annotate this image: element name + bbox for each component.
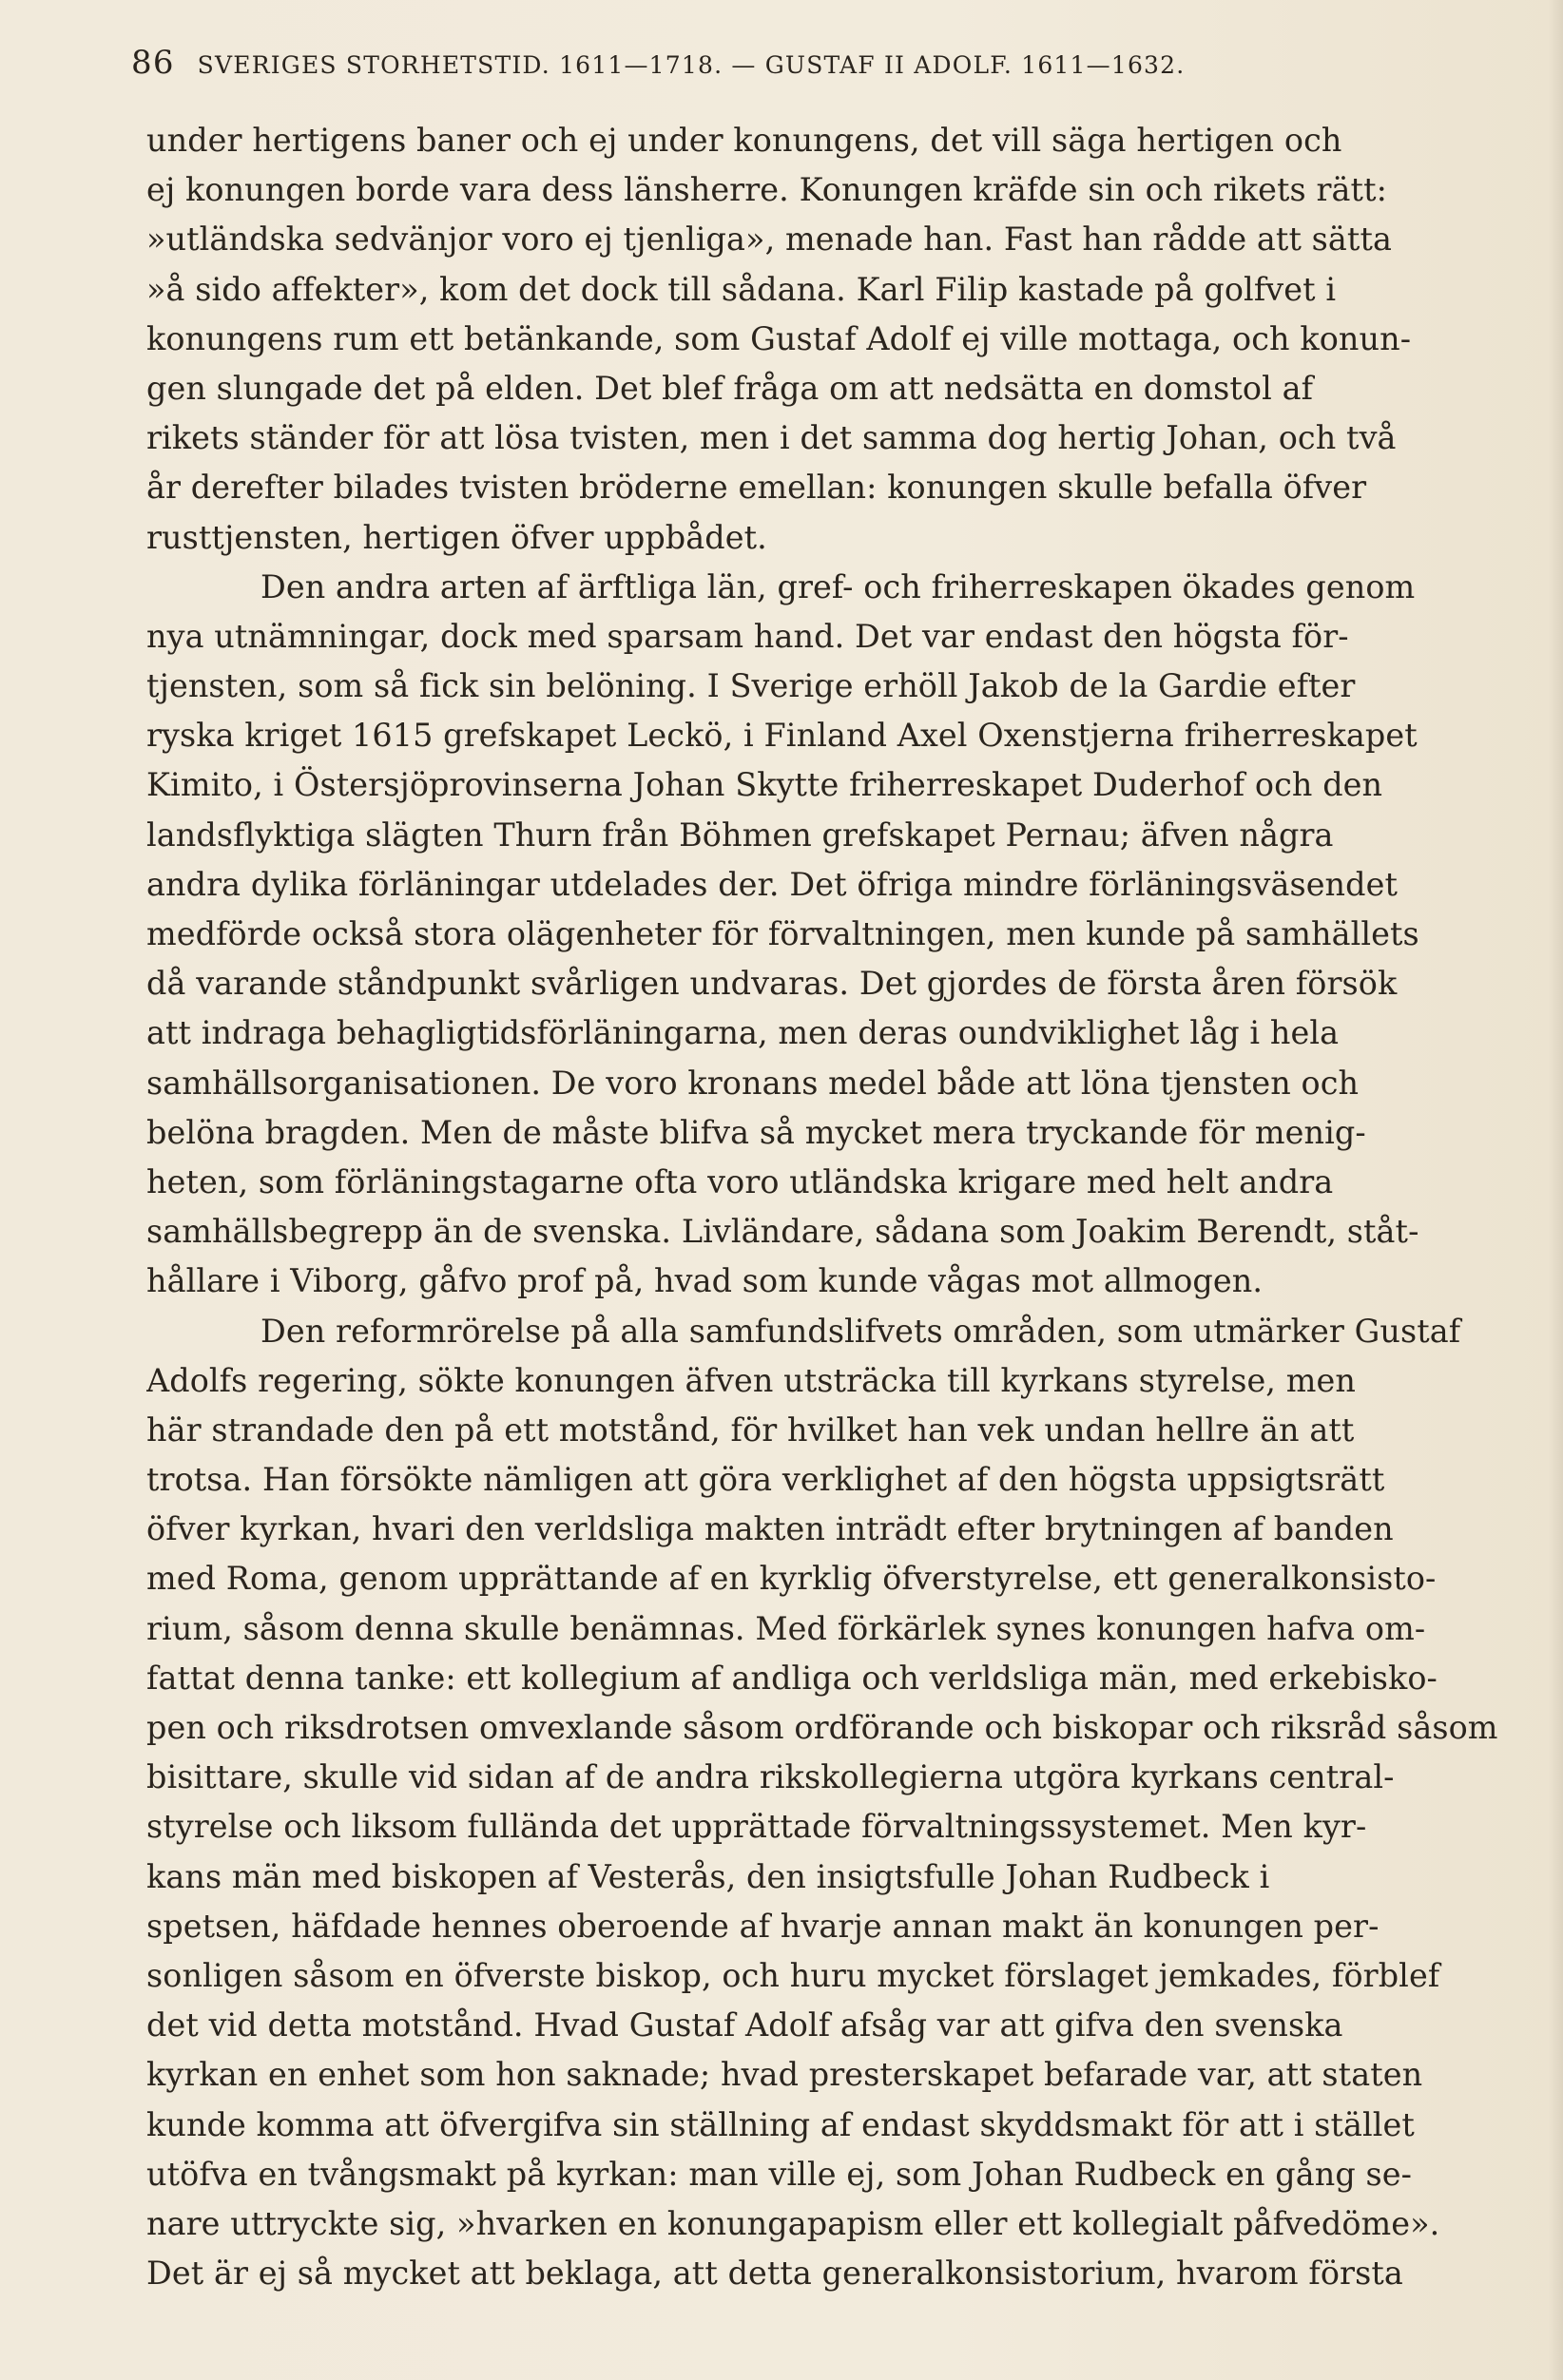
text-line: samhällsorganisationen. De voro kronans medel både att löna tjensten och — [146, 1064, 1360, 1102]
text-line: andra dylika förläningar utdelades der. Det öfriga mindre förläningsväsendet — [146, 865, 1399, 903]
text-line: kyrkan en enhet som hon saknade; hvad presterskapet befarade var, att staten — [146, 2056, 1423, 2094]
text-line: pen och riksdrotsen omvexlande såsom ordförande och biskopar och riksråd såsom — [146, 1709, 1498, 1746]
text-line: att indraga behagligtidsförläningarna, men deras oundviklighet låg i hela — [146, 1014, 1340, 1052]
text-line: Adolfs regering, sökte konungen äfven utsträcka till kyrkans styrelse, men — [146, 1361, 1356, 1399]
text-line: nare uttryckte sig, »hvarken en konungapapism eller ett kollegialt påfvedöme». — [146, 2204, 1440, 2242]
page-edge-shadow — [1548, 0, 1563, 2380]
page-number: 86 — [131, 44, 175, 82]
text-line: år derefter bilades tvisten bröderne emellan: konungen skulle befalla öfver — [146, 469, 1367, 507]
text-line: här strandade den på ett motstånd, för hvilket han vek undan hellre än att — [146, 1411, 1355, 1449]
running-title: SVERIGES STORHETSTID. 1611—1718. — GUSTAF II ADOLF. 1611—1632. — [197, 51, 1186, 79]
text-line: då varande ståndpunkt svårligen undvaras. Det gjordes de första åren försök — [146, 965, 1398, 1003]
text-line: gen slungade det på elden. Det blef fråga om att nedsätta en domstol af — [146, 369, 1314, 407]
text-line: »utländska sedvänjor voro ej tjenliga», menade han. Fast han rådde att sätta — [146, 221, 1392, 259]
text-line: landsflyktiga slägten Thurn från Böhmen grefskapet Pernau; äfven några — [146, 816, 1334, 854]
paragraph-first-line: Den andra arten af ärftliga län, gref- och friherreskapen ökades genom — [260, 567, 1416, 605]
text-line: konungens rum ett betänkande, som Gustaf Adolf ej ville mottaga, och konun- — [146, 319, 1412, 357]
text-line: Det är ej så mycket att beklaga, att detta generalkonsistorium, hvarom första — [146, 2255, 1403, 2293]
text-line: fattat denna tanke: ett kollegium af andliga och verldsliga män, med erkebisko- — [146, 1659, 1438, 1697]
text-line: kans män med biskopen af Vesterås, den insigtsfulle Johan Rudbeck i — [146, 1857, 1270, 1895]
text-line: Kimito, i Östersjöprovinserna Johan Skytte friherreskapet Duderhof och den — [146, 766, 1383, 804]
text-line: belöna bragden. Men de måste blifva så mycket mera tryckande för menig- — [146, 1113, 1366, 1151]
text-line: »å sido affekter», kom det dock till sådana. Karl Filip kastade på golfvet i — [146, 270, 1337, 308]
text-line: bisittare, skulle vid sidan af de andra rikskollegierna utgöra kyrkans central- — [146, 1758, 1395, 1796]
body-text — [146, 116, 1515, 2298]
text-line: ej konungen borde vara dess länsherre. Konungen kräfde sin och rikets rätt: — [146, 171, 1387, 209]
text-line: utöfva en tvångsmakt på kyrkan: man ville ej, som Johan Rudbeck en gång se- — [146, 2155, 1413, 2193]
text-line: det vid detta motstånd. Hvad Gustaf Adolf afsåg var att gifva den svenska — [146, 2006, 1343, 2044]
text-line: under hertigens baner och ej under konungens, det vill säga hertigen och — [146, 122, 1342, 159]
text-line: rium, såsom denna skulle benämnas. Med förkärlek synes konungen hafva om- — [146, 1609, 1426, 1647]
text-line: hållare i Viborg, gåfvo prof på, hvad som kunde vågas mot allmogen. — [146, 1262, 1264, 1300]
text-line: öfver kyrkan, hvari den verldsliga makten inträdt efter brytningen af banden — [146, 1510, 1394, 1548]
paragraph-first-line: Den reformrörelse på alla samfundslifvets områden, som utmärker Gustaf — [260, 1312, 1461, 1350]
text-line: medförde också stora olägenheter för förvaltningen, men kunde på samhällets — [146, 915, 1419, 952]
text-line: sonligen såsom en öfverste biskop, och huru mycket förslaget jemkades, förblef — [146, 1956, 1440, 1994]
text-line: trotsa. Han försökte nämligen att göra verklighet af den högsta uppsigtsrätt — [146, 1461, 1385, 1499]
text-line: samhällsbegrepp än de svenska. Livländare, sådana som Joakim Berendt, ståt- — [146, 1213, 1419, 1251]
text-line: nya utnämningar, dock med sparsam hand. Det var endast den högsta för- — [146, 617, 1349, 655]
text-line: styrelse och liksom fullända det upprättade förvaltningssystemet. Men kyr- — [146, 1808, 1367, 1846]
running-header — [131, 38, 1443, 87]
text-line: tjensten, som så fick sin belöning. I Sverige erhöll Jakob de la Gardie efter — [146, 667, 1356, 705]
text-line: ryska kriget 1615 grefskapet Leckö, i Finland Axel Oxenstjerna friherreskapet — [146, 717, 1418, 755]
text-line: rikets ständer för att lösa tvisten, men i det samma dog hertig Johan, och två — [146, 419, 1397, 457]
text-line: heten, som förläningstagarne ofta voro utländska krigare med helt andra — [146, 1162, 1334, 1200]
text-line: med Roma, genom upprättande af en kyrklig öfverstyrelse, ett generalkonsisto- — [146, 1560, 1437, 1598]
text-line: spetsen, häfdade hennes oberoende af hvarje annan makt än konungen per- — [146, 1907, 1380, 1945]
text-line: rusttjensten, hertigen öfver uppbådet. — [146, 518, 767, 556]
text-line: kunde komma att öfvergifva sin ställning af endast skyddsmakt för att i stället — [146, 2105, 1415, 2143]
